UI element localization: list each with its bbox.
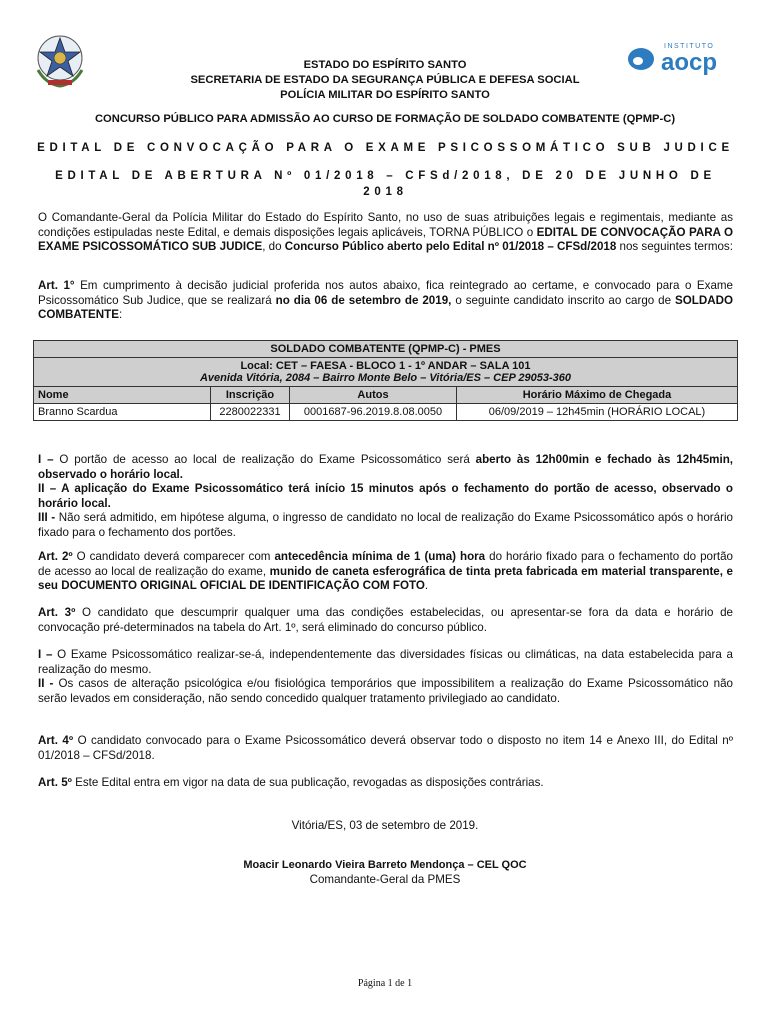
concurso-title: CONCURSO PÚBLICO PARA ADMISSÃO AO CURSO DE FORMAÇÃO DE SOLDADO COMBATENTE (QPMP-C) — [94, 113, 676, 125]
cell-autos: 0001687-96.2019.8.08.0050 — [290, 404, 457, 421]
date-line: Vitória/ES, 03 de setembro de 2019. — [291, 819, 479, 832]
table-location — [34, 358, 738, 387]
inciso-i-label: I – — [38, 453, 54, 466]
intro-bold-1: EDITAL DE CONVOCAÇÃO PARA O EXAME PSICOSSOMÁTICO SUB JUDICE — [38, 225, 733, 254]
document-header — [0, 58, 770, 103]
art2-text-2: do horário fixado para o fechamento do portão de acesso ao local de realização do exame, — [38, 550, 733, 578]
art2-bold-2: munido de caneta esferográfica de tinta preta fabricada em material transparente, e seu DOCUMENTO ORIGINAL OFICIAL DE IDENTIFICAÇÃO COM FOTO — [38, 564, 734, 593]
edital-convocacao-title: EDITAL DE CONVOCAÇÃO PARA O EXAME PSICOSSOMÁTICO SUB JUDICE — [37, 142, 734, 154]
edital-abertura-title-line2: 2018 — [363, 186, 408, 198]
art2-text-3: . — [424, 579, 429, 593]
cell-nome: Branno Scardua — [34, 404, 211, 421]
inciso-i-text: O portão de acesso ao local de realização do Exame Psicossomático será — [53, 453, 476, 466]
table-location-line2: Avenida Vitória, 2084 – Bairro Monte Belo – Vitória/ES – CEP 29053-360 — [199, 372, 572, 384]
intro-bold-2: Concurso Público aberto pelo Edital nº 01/2018 – CFSd/2018 — [284, 240, 617, 254]
inciso-iii-label: III - — [38, 511, 56, 525]
signatory-name: Moacir Leonardo Vieira Barreto Mendonça – CEL QOC — [243, 859, 527, 871]
incisos-art1 — [38, 453, 733, 541]
candidate-table — [33, 340, 738, 421]
table-location-line1: Local: CET – FAESA - BLOCO 1 - 1º ANDAR – SALA 101 — [240, 360, 531, 372]
intro-paragraph — [38, 211, 733, 255]
page-number: Página 1 de 1 — [357, 978, 413, 989]
art4-paragraph — [38, 734, 733, 763]
inciso-ii-art3-text: Os casos de alteração psicológica e/ou fisiológica temporários que impossibilitem a realização do Exame Psicossomático não serão levados em consideração, não sendo concedido qualquer tratamento privilegiado ao candidato. — [38, 677, 733, 705]
column-header-nome: Nome — [34, 387, 211, 404]
art1-bold-2: SOLDADO COMBATENTE — [38, 293, 733, 322]
header-state: ESTADO DO ESPÍRITO SANTO — [303, 59, 467, 71]
art1-text-2: o seguinte candidato inscrito ao cargo de — [451, 293, 676, 307]
art5-paragraph — [38, 776, 733, 791]
inciso-ii — [38, 482, 733, 511]
art5-text: Este Edital entra em vigor na data de sua publicação, revogadas as disposições contrárias. — [71, 776, 544, 789]
art4-label: Art. 4º — [38, 734, 74, 747]
edital-abertura-title-line1: EDITAL DE ABERTURA Nº 01/2018 – CFSd/2018, DE 20 DE JUNHO DE — [55, 170, 716, 182]
art3-label: Art. 3º — [38, 606, 76, 619]
inciso-i-bold: aberto às 12h00min e fechado às 12h45min, observado o horário local. — [38, 453, 734, 481]
art2-label: Art. 2º — [38, 550, 73, 563]
inciso-i-art3 — [38, 648, 733, 677]
inciso-i — [38, 453, 733, 482]
inciso-ii-art3-label: II - — [38, 677, 54, 691]
art5-label: Art. 5º — [38, 776, 72, 789]
art1-paragraph — [38, 279, 733, 323]
intro-text-1: O Comandante-Geral da Polícia Militar do Estado do Espírito Santo, no uso de suas atribuições legais e regimentais, mediante as condições estipuladas neste Edital, e demais disposições legais aplicáveis, TORNA PÚBLICO o — [38, 211, 733, 239]
table-title: SOLDADO COMBATENTE (QPMP-C) - PMES — [34, 341, 738, 358]
inciso-i-art3-label: I – — [38, 648, 53, 661]
inciso-iii-text: Não será admitido, em hipótese alguma, o ingresso de candidato no local de realização do Exame Psicossomático após o horário fixado para o fechamento dos portões. — [38, 511, 733, 539]
art2-text-1: O candidato deverá comparecer com — [72, 550, 275, 563]
table-row — [34, 404, 738, 421]
art3-paragraph — [38, 606, 733, 635]
column-header-autos: Autos — [290, 387, 457, 404]
aocp-logo-top-text: INSTITUTO — [664, 43, 715, 50]
signatory-role: Comandante-Geral da PMES — [309, 873, 461, 886]
inciso-i-art3-text: O Exame Psicossomático realizar-se-á, independentemente das diversidades físicas ou climáticas, na data estabelecida para a realização do mesmo. — [38, 648, 734, 676]
art3-text: O candidato que descumprir qualquer uma das condições estabelecidas, ou apresentar-se fora da data e horário de convocação pré-determinados na tabela do Art. 1º, será eliminado do concurso público. — [38, 606, 733, 634]
aocp-logo-text: aocp — [661, 49, 718, 76]
art1-label: Art. 1° — [38, 279, 75, 292]
inciso-ii-bold: II – A aplicação do Exame Psicossomático terá início 15 minutos após o fechamento do portão de acesso, observado o horário local. — [38, 482, 733, 510]
art1-text-1: Em cumprimento à decisão judicial proferida nos autos abaixo, fica reintegrado ao certame, e convocado para o Exame Psicossomático Sub Judice, que se realizará — [38, 279, 733, 307]
art4-text: O candidato convocado para o Exame Psicossomático deverá observar todo o disposto no item 14 e Anexo III, do Edital nº 01/2018 – CFSd/2018. — [38, 734, 733, 762]
table-header-row — [34, 387, 738, 404]
cell-horario: 06/09/2019 – 12h45min (HORÁRIO LOCAL) — [457, 404, 738, 421]
column-header-inscricao: Inscrição — [211, 387, 290, 404]
header-secretariat: SECRETARIA DE ESTADO DA SEGURANÇA PÚBLICA E DEFESA SOCIAL — [190, 74, 580, 86]
art2-paragraph — [38, 550, 733, 594]
inciso-ii-art3 — [38, 677, 733, 706]
header-police: POLÍCIA MILITAR DO ESPÍRITO SANTO — [280, 89, 490, 101]
intro-text-3: nos seguintes termos: — [616, 240, 733, 254]
art1-bold-1: no dia 06 de setembro de 2019, — [275, 293, 452, 307]
incisos-art3 — [38, 648, 733, 706]
intro-text-2: , do — [262, 240, 285, 254]
cell-inscricao: 2280022331 — [211, 404, 290, 421]
inciso-iii — [38, 511, 733, 540]
art1-text-3: : — [118, 308, 123, 322]
column-header-horario: Horário Máximo de Chegada — [457, 387, 738, 404]
art2-bold-1: antecedência mínima de 1 (uma) hora — [274, 550, 486, 563]
